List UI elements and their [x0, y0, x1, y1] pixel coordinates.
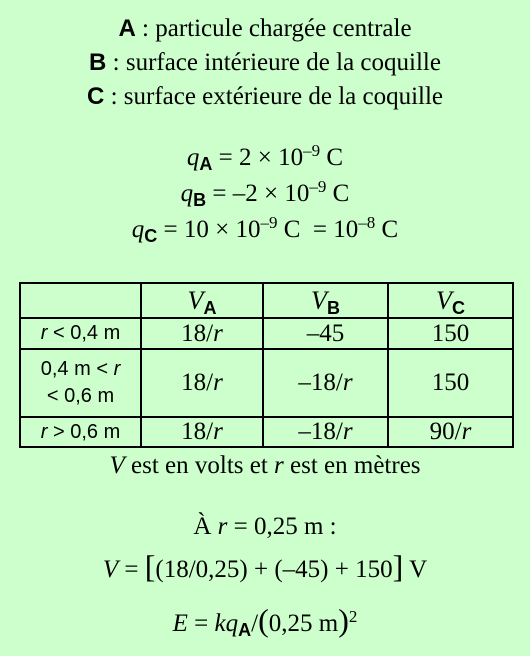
header-sub: A [203, 297, 217, 318]
cell-var: r [342, 369, 353, 396]
eq-bracket: ] [392, 548, 404, 584]
cell-value: –18/ [298, 369, 343, 396]
charge-unit: C = 10 [277, 216, 359, 243]
cell-va [141, 318, 263, 349]
legend-letter: B [89, 49, 107, 76]
eq-text: 0,25 m [268, 610, 339, 637]
row-label-text: 0,4 m < [40, 358, 114, 380]
eq-bracket: [ [144, 548, 156, 584]
cell-vb [263, 349, 388, 417]
charge-exp: –9 [303, 141, 321, 160]
eq-unit: V [403, 556, 428, 583]
charge-unit: C [375, 216, 399, 243]
cell-var: r [342, 418, 353, 445]
header-var: V [436, 285, 452, 315]
charges [0, 140, 530, 248]
charge-exp: –8 [358, 213, 376, 232]
eq-var: k [214, 610, 226, 637]
cell-value: 90/ [429, 418, 462, 445]
row-label-text: > 0,6 m [47, 420, 121, 443]
row-label-text: < 0,4 m [47, 322, 121, 344]
charge-unit: C [320, 144, 344, 171]
charge-qc [0, 212, 530, 248]
charge-qb [0, 176, 530, 212]
table-header-row [20, 283, 513, 318]
cell-vc [388, 349, 513, 417]
eq-text: = 0,25 m : [227, 513, 337, 540]
eq-text: = [187, 610, 215, 637]
eq-exp: 2 [348, 607, 358, 626]
charge-value: = 2 × 10 [212, 144, 304, 171]
charge-qa [0, 140, 530, 176]
eq-paren: ( [258, 602, 269, 638]
cell-value: 18/ [181, 418, 214, 445]
note-text: est en volts et [124, 452, 275, 479]
charge-symbol: q [131, 216, 145, 243]
cell-var: r [213, 369, 223, 396]
cell-var: r [213, 418, 223, 445]
cell-value: –45 [306, 319, 345, 347]
equation-potential [0, 548, 530, 585]
table-row [20, 417, 513, 447]
equation-field [0, 602, 530, 639]
table-row [20, 349, 513, 417]
cell-value: 18/ [181, 369, 214, 396]
cell-vb [263, 318, 388, 349]
charge-unit: C [326, 180, 350, 207]
legend-row-a [0, 12, 530, 46]
row-label-var: r [40, 322, 48, 344]
eq-text: = [118, 556, 145, 583]
cell-vb [263, 417, 388, 447]
cell-var: r [461, 418, 472, 445]
header-var: V [187, 285, 204, 315]
row-label [20, 349, 141, 417]
eq-text: (18/0,25) + (–45) + 150 [155, 556, 393, 583]
eq-text: / [251, 610, 259, 637]
cell-vc [388, 318, 513, 349]
cell-va [141, 349, 263, 417]
legend-text: : particule chargée centrale [135, 15, 412, 42]
charge-sub: A [199, 154, 213, 174]
header-va [141, 283, 263, 318]
cell-value: –18/ [298, 418, 343, 445]
note-text: est en mètres [283, 452, 421, 479]
eq-var: r [217, 513, 228, 540]
table-corner-cell [20, 283, 141, 318]
cell-value: 150 [431, 369, 470, 396]
row-label [20, 417, 141, 447]
eq-text: À [193, 513, 218, 540]
header-vb [263, 283, 388, 318]
header-sub: B [326, 297, 340, 318]
eq-sub: A [238, 620, 252, 640]
legend-row-c [0, 80, 530, 114]
eq-var: q [225, 610, 239, 637]
cell-var: r [213, 319, 223, 347]
legend-text: : surface intérieure de la coquille [106, 49, 441, 76]
potential-table [19, 282, 514, 448]
charge-symbol: q [180, 180, 194, 207]
note-var: r [274, 452, 284, 479]
charge-value: = –2 × 10 [206, 180, 310, 207]
legend-row-b [0, 46, 530, 80]
header-vc [388, 283, 513, 318]
cell-va [141, 417, 263, 447]
equation-radius [0, 513, 530, 541]
charge-value: = 10 × 10 [157, 216, 261, 243]
table-row [20, 318, 513, 349]
units-note [0, 452, 530, 480]
cell-value: 150 [431, 319, 470, 347]
row-label-text: < 0,6 m [46, 385, 115, 407]
row-label [20, 318, 141, 349]
cell-vc [388, 417, 513, 447]
charge-symbol: q [186, 144, 200, 171]
eq-paren: ) [338, 602, 349, 638]
charge-exp: –9 [260, 213, 278, 232]
charge-exp: –9 [309, 177, 327, 196]
eq-var: V [102, 556, 119, 583]
cell-value: 18/ [181, 319, 214, 347]
legend-letter: A [118, 15, 136, 42]
eq-var: E [172, 610, 188, 637]
legend [0, 12, 530, 114]
legend-letter: C [86, 83, 105, 110]
row-label-var: r [40, 420, 48, 443]
legend-text: : surface extérieure de la coquille [104, 83, 444, 110]
charge-sub: B [193, 190, 207, 210]
charge-sub: C [144, 226, 158, 246]
row-label-var: r [113, 358, 121, 380]
note-var: V [109, 452, 125, 479]
header-sub: C [451, 297, 465, 318]
header-var: V [311, 285, 327, 315]
